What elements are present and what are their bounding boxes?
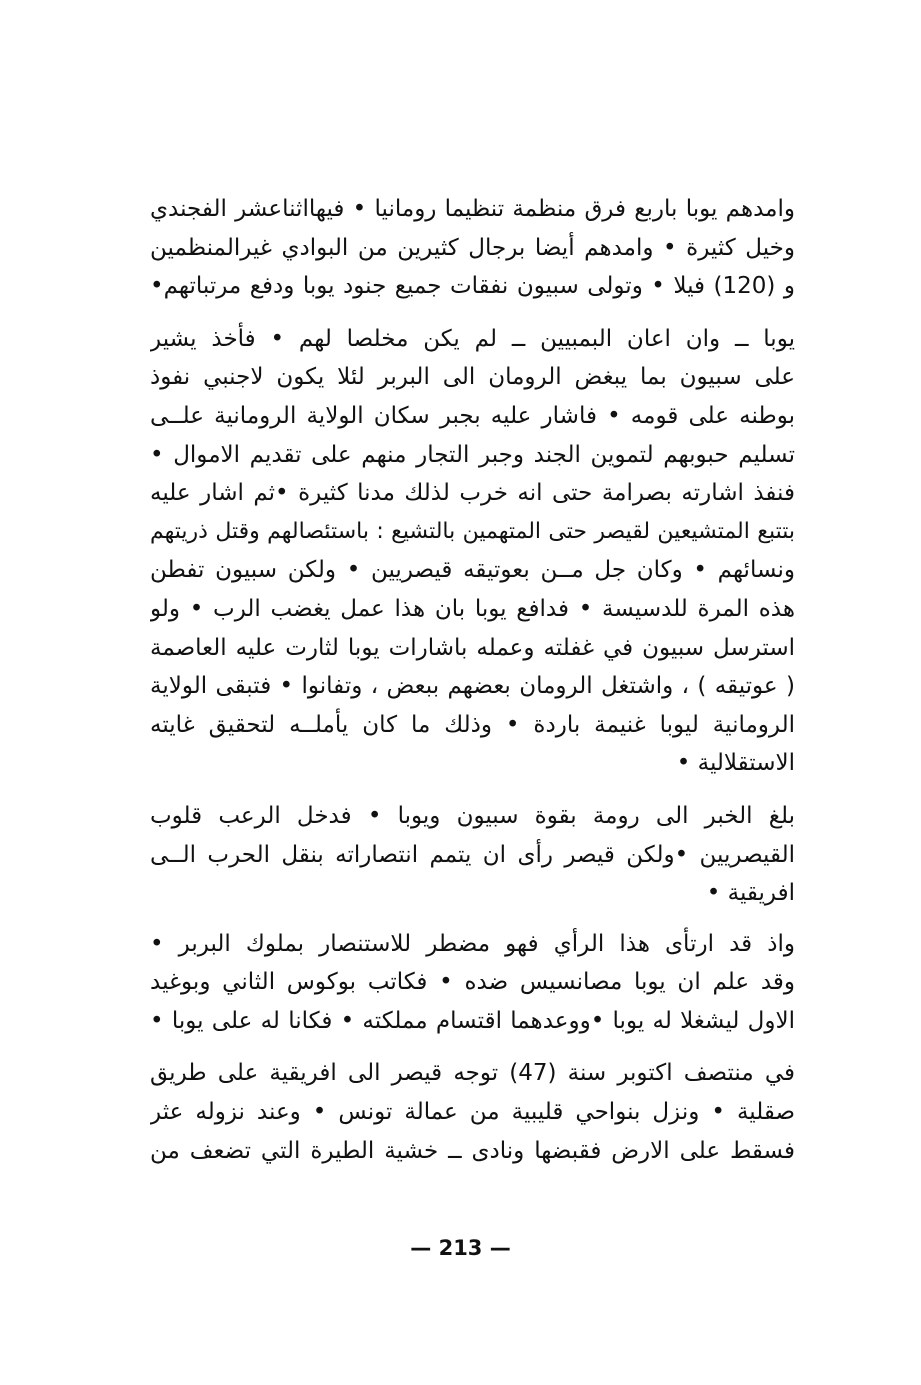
text-line: استرسل سبيون في غفلته وعمله باشارات يوبا لثارت عليه العاصمة — [150, 634, 795, 661]
text-line: وخيل كثيرة • وامدهم أيضا برجال كثيرين من البوادي غيرالمنظمين — [150, 234, 795, 261]
paragraph-2 — [150, 320, 795, 783]
text-line: القيصريين •ولكن قيصر رأى ان يتمم انتصاراته بنقل الحرب الــى — [150, 841, 795, 868]
text-line: وامدهم يوبا باربع فرق منظمة تنظيما رومانيا • فيهااثناعشر الفجندي — [150, 196, 795, 222]
paragraph-gap — [150, 783, 795, 797]
text-line: في منتصف اكتوبر سنة (47) توجه قيصر الى افريقية على طريق — [150, 1060, 795, 1087]
text-line: هذه المرة للدسيسة • فدافع يوبا بان هذا عمل يغضب الرب • ولو — [150, 595, 795, 622]
paragraph-1 — [150, 190, 795, 306]
page-number: — 213 — — [410, 1236, 511, 1260]
text-line: بلغ الخبر الى رومة بقوة سبيون ويوبا • فدخل الرعب قلوب — [150, 802, 795, 829]
text-line: وقد علم ان يوبا مصانسيس ضده • فكاتب بوكوس الثاني وبوغيد — [150, 969, 795, 996]
paragraph-gap — [150, 913, 795, 925]
text-line: تسليم حبوبهم لتموين الجند وجبر التجار منهم على تقديم الاموال • — [150, 441, 795, 468]
text-line: الاول ليشغلا له يوبا •ووعدهما اقتسام مملكته • فكانا له على يوبا • — [150, 1007, 795, 1034]
text-line: واذ قد ارتأى هذا الرأي فهو مضطر للاستنصار بملوك البربر • — [150, 930, 795, 957]
text-line: الاستقلالية • — [676, 750, 795, 777]
text-line: فسقط على الارض فقبضها ونادى ــ خشية الطيرة التي تضعف من — [150, 1137, 795, 1164]
paragraph-3 — [150, 797, 795, 913]
text-line: افريقية • — [706, 880, 795, 907]
text-line: فنفذ اشارته بصرامة حتى انه خرب لذلك مدنا كثيرة •ثم اشار عليه — [150, 480, 795, 507]
paragraph-4 — [150, 925, 795, 1041]
page-body — [150, 190, 795, 1170]
text-line: ونسائهم • وكان جل مــن بعوتيقه قيصريين • ولكن سبيون تفطن — [150, 557, 795, 584]
text-line: و (120) فيلا • وتولى سبيون نفقات جميع جنود يوبا ودفع مرتباتهم• — [150, 273, 795, 300]
paragraph-gap — [150, 306, 795, 320]
text-line: ( عوتيقه ) ، واشتغل الرومان بعضهم ببعض ، وتفانوا • فتبقى الولاية — [150, 673, 795, 700]
paragraph-gap — [150, 1040, 795, 1054]
text-line: يوبا ــ وان اعان البمبيين ــ لم يكن مخلصا لهم • فأخذ يشير — [150, 325, 795, 352]
paragraph-5 — [150, 1054, 795, 1170]
text-line: الرومانية ليوبا غنيمة باردة • وذلك ما كان يأملــه لتحقيق غايته — [150, 711, 795, 738]
text-line: بتتبع المتشيعين لقيصر حتى المتهمين بالتشيع : باستئصالهم وقتل ذريتهم — [150, 518, 795, 544]
text-line: بوطنه على قومه • فاشار عليه بجبر سكان الولاية الرومانية علــى — [150, 402, 795, 429]
text-line: على سبيون بما يبغض الرومان الى البربر لئلا يكون لاجنبي نفوذ — [150, 364, 795, 391]
text-line: صقلية • ونزل بنواحي قليبية من عمالة تونس • وعند نزوله عثر — [150, 1099, 795, 1126]
